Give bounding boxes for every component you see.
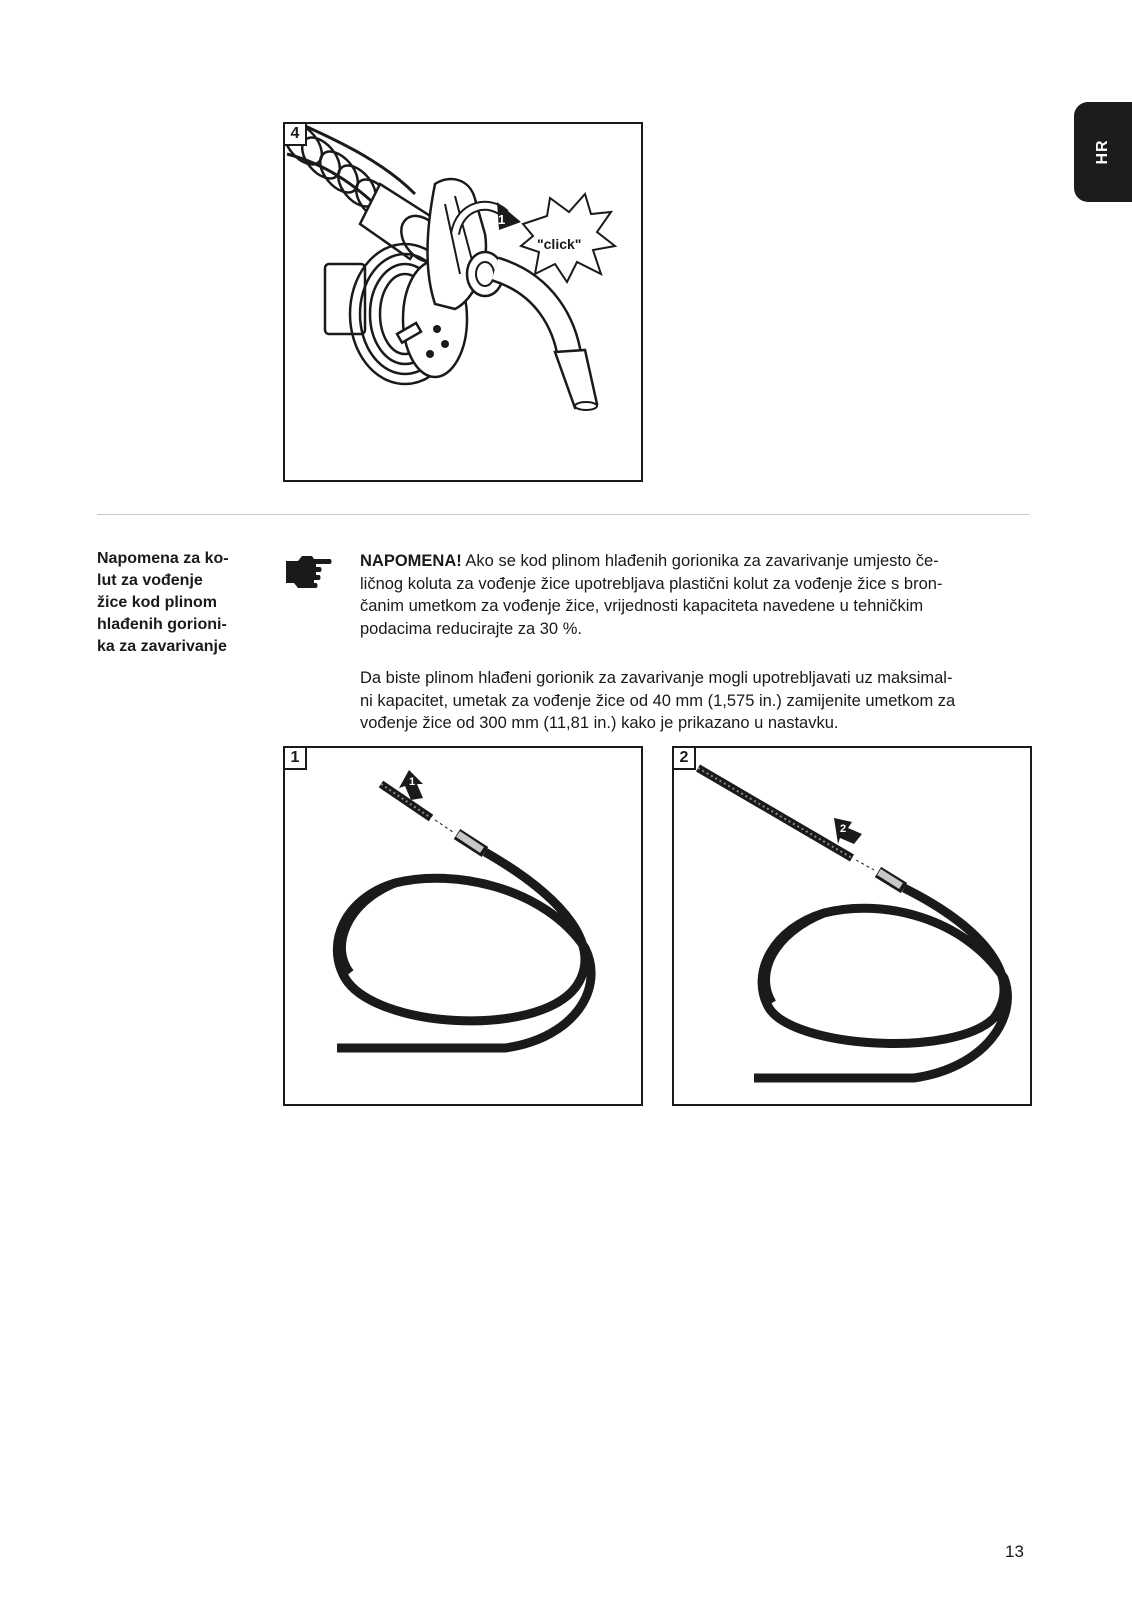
figure-number: 2 [674,748,696,770]
section-heading-line: ka za zavarivanje [97,638,227,655]
section-heading-line: lut za vođenje [97,572,203,589]
section-divider [97,514,1029,515]
liner-coil-illustration [674,748,1030,1104]
step-badge: 1 [498,212,506,227]
torch-illustration [285,124,641,480]
figure-number: 4 [285,124,307,146]
figure-number: 1 [285,748,307,770]
step-badge: 2 [840,823,847,835]
figure-2-insert-liner [672,746,1032,1106]
instruction-line: ni kapacitet, umetak za vođenje žice od 40 mm (1,575 in.) zamijenite umetkom za [360,691,956,710]
section-heading-line: Napomena za ko- [97,550,229,567]
note-line [360,550,1032,573]
section-heading-line: žice kod plinom [97,594,218,611]
note-line: čanim umetkom za vođenje žice, vrijednosti kapaciteta navedene u tehničkim [360,597,924,615]
instruction-line: Da biste plinom hlađeni gorionik za zavarivanje mogli upotrebljavati uz maksimal- [360,669,953,687]
instruction-paragraph [360,667,1032,735]
step-badge: 1 [409,776,416,788]
section-heading [97,548,262,658]
language-tab-label: HR [1094,139,1111,165]
note-line: podacima reducirajte za 30 %. [360,619,582,638]
instruction-line: vođenje žice od 300 mm (11,81 in.) kako je prikazano u nastavku. [360,714,839,732]
pointing-hand-icon [284,553,332,589]
note-line: ličnog koluta za vođenje žice upotrebljava plastični kolut za vođenje žice s bron- [360,574,943,593]
click-callout-text: "click" [537,236,582,252]
page-number: 13 [1005,1542,1024,1561]
section-heading-line: hlađenih gorioni- [97,616,227,633]
note-paragraph [360,550,1032,640]
note-label: NAPOMENA! [360,552,462,570]
figure-1-remove-liner [283,746,643,1106]
liner-coil-illustration [285,748,641,1104]
figure-4-torch-assembly [283,122,643,482]
note-line-text: Ako se kod plinom hlađenih gorionika za zavarivanje umjesto če- [461,552,939,570]
language-tab [1074,102,1132,202]
